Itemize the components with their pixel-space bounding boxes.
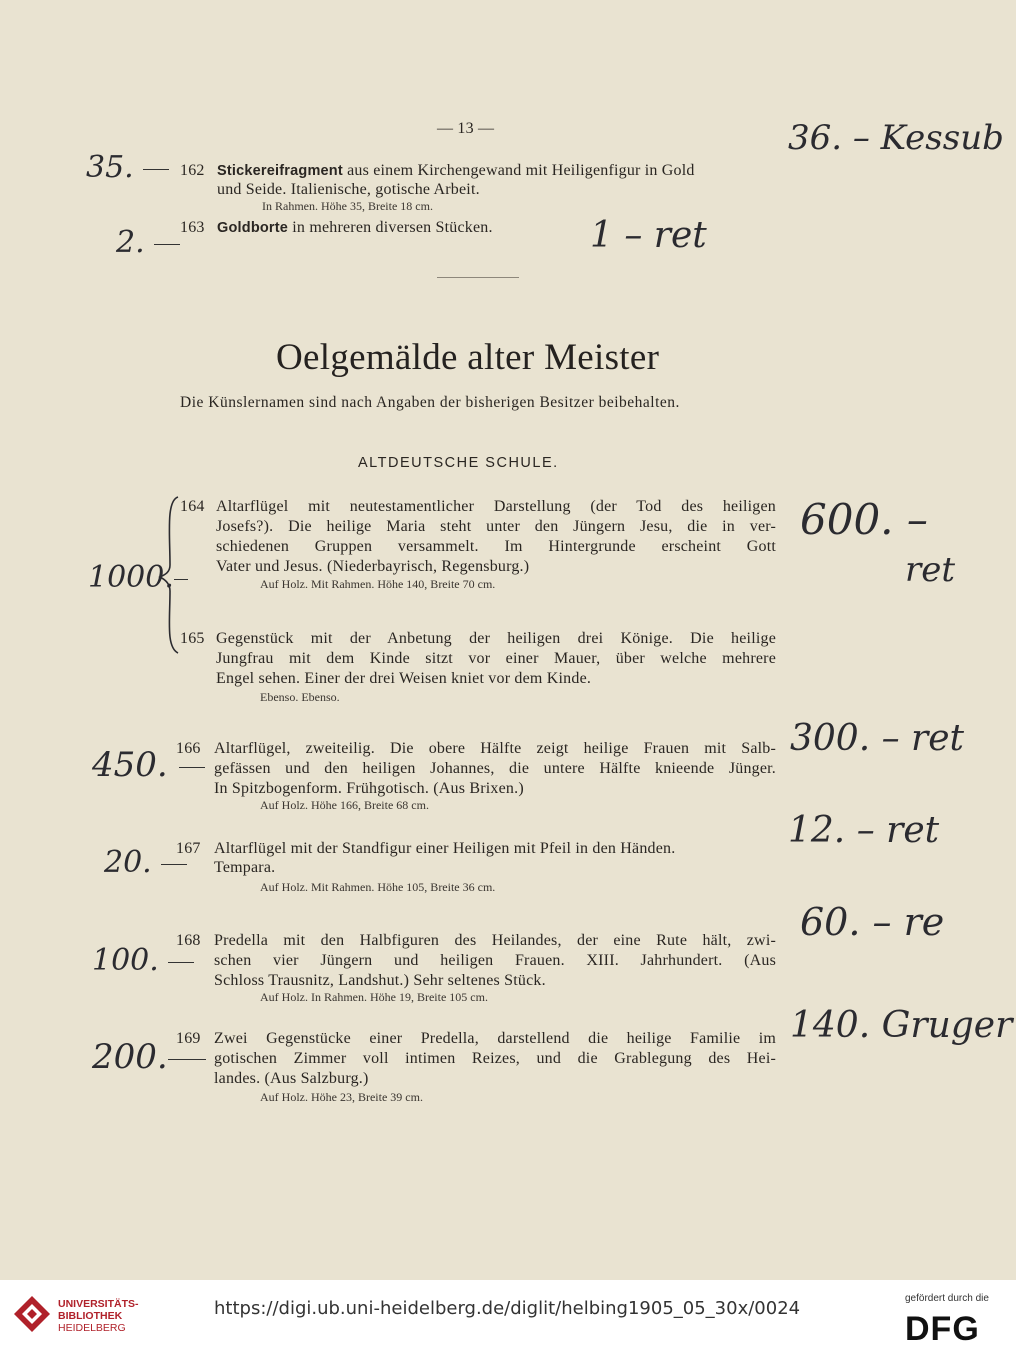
lot-number-167: 167 — [176, 840, 201, 857]
lot-165-line-3: Engel sehen. Einer der drei Weisen kniet vor dem Kinde. — [216, 670, 592, 687]
lot-166-line-1: Altarflügel, zweiteilig. Die obere Hälfte zeigt heilige Frauen mit Salb- — [214, 740, 776, 757]
handwritten-estimate-164-165: 1000. — [88, 560, 188, 595]
lot-164-note: Auf Holz. Mit Rahmen. Höhe 140, Breite 70 cm. — [260, 577, 496, 591]
lot-166-note: Auf Holz. Höhe 166, Breite 68 cm. — [260, 798, 429, 812]
lot-164-line-4: Vater und Jesus. (Niederbayrisch, Regensburg.) — [216, 558, 530, 575]
lot-164-line-3: schiedenen Gruppen versammelt. Im Hintergrunde erscheint Gott — [216, 538, 776, 555]
section-heading: ALTDEUTSCHE SCHULE. — [358, 455, 559, 471]
lot-163-line-1: Goldborte in mehreren diversen Stücken. — [217, 219, 493, 236]
library-name — [58, 1298, 139, 1334]
lot-165-note: Ebenso. Ebenso. — [260, 690, 340, 704]
handwritten-estimate-169: 200. — [92, 1037, 206, 1077]
lot-162-note: In Rahmen. Höhe 35, Breite 18 cm. — [262, 199, 433, 213]
lot-number-162: 162 — [180, 162, 205, 179]
handwritten-result-166: 300. – ret — [790, 718, 965, 759]
funder-label: gefördert durch die — [905, 1293, 989, 1304]
lot-164-line-1: Altarflügel mit neutestamentlicher Darstellung (der Tod des heiligen — [216, 498, 776, 515]
handwritten-result-169: 140. Gruger — [790, 1005, 1013, 1046]
lot-168-line-2: schen vier Jüngern und heiligen Frauen. XIII. Jahrhundert. (Aus — [214, 952, 776, 969]
page-title: Oelgemälde alter Meister — [276, 337, 660, 378]
lot-169-line-3: landes. (Aus Salzburg.) — [214, 1070, 369, 1087]
handwritten-estimate-163: 2. — [116, 225, 180, 260]
lot-162-line-2: und Seide. Italienische, gotische Arbeit. — [217, 181, 480, 198]
lot-164-line-2: Josefs?). Die heilige Maria steht unter den Jüngern Jesu, die in ver- — [216, 518, 776, 535]
handwritten-estimate-166: 450. — [92, 745, 205, 785]
library-name-line-1: UNIVERSITÄTS- — [58, 1298, 139, 1310]
lot-169-line-1: Zwei Gegenstücke einer Predella, darstellend die heilige Familie im — [214, 1030, 776, 1047]
handwritten-result-164: 600. – — [800, 495, 928, 544]
lot-number-163: 163 — [180, 219, 205, 236]
dfg-logo: DFG — [905, 1310, 980, 1348]
lot-162-line-1: Stickereifragment aus einem Kirchengewand mit Heiligenfigur in Gold — [217, 162, 695, 179]
handwritten-result-167: 12. – ret — [788, 810, 940, 851]
lot-165-line-2: Jungfrau mit dem Kinde sitzt vor einer Mauer, über welche mehrere — [216, 650, 776, 667]
page-subtitle: Die Künslernamen sind nach Angaben der bisherigen Besitzer beibehalten. — [180, 394, 680, 411]
lot-167-line-2: Tempara. — [214, 859, 276, 876]
handwritten-result-168: 60. – re — [800, 900, 945, 944]
lot-169-note: Auf Holz. Höhe 23, Breite 39 cm. — [260, 1090, 423, 1104]
separator-rule — [437, 277, 519, 278]
lot-169-line-2: gotischen Zimmer voll intimen Reizes, und die Grablegung des Hei- — [214, 1050, 776, 1067]
lot-168-line-1: Predella mit den Halbfiguren des Heilandes, der eine Rute hält, zwi- — [214, 932, 776, 949]
lot-number-169: 169 — [176, 1030, 201, 1047]
lot-166-line-2: gefässen und den heiligen Johannes, die untere Hälfte knieende Jünger. — [214, 760, 776, 777]
lot-168-note: Auf Holz. In Rahmen. Höhe 19, Breite 105 cm. — [260, 990, 488, 1004]
lot-166-line-3: In Spitzbogenform. Frühgotisch. (Aus Brixen.) — [214, 780, 524, 797]
lot-168-line-3: Schloss Trausnitz, Landshut.) Sehr seltenes Stück. — [214, 972, 546, 989]
library-logo-icon — [12, 1294, 52, 1340]
permalink-url[interactable]: https://digi.ub.uni-heidelberg.de/diglit/helbing1905_05_30x/0024 — [214, 1298, 801, 1319]
lot-number-165: 165 — [180, 630, 205, 647]
handwritten-estimate-162: 35. — [86, 150, 169, 185]
lot-167-note: Auf Holz. Mit Rahmen. Höhe 105, Breite 36 cm. — [260, 880, 496, 894]
lot-number-168: 168 — [176, 932, 201, 949]
handwritten-result-163: 1 – ret — [590, 215, 707, 256]
lot-167-line-1: Altarflügel mit der Standfigur einer Heiligen mit Pfeil in den Händen. — [214, 840, 676, 857]
lot-165-line-1: Gegenstück mit der Anbetung der heiligen drei Könige. Die heilige — [216, 630, 776, 647]
handwritten-estimate-167: 20. — [104, 845, 187, 880]
handwritten-result-162: 36. – Kessub — [788, 118, 1004, 158]
library-name-line-2: BIBLIOTHEK — [58, 1310, 123, 1322]
lot-number-164: 164 — [180, 498, 205, 515]
handwritten-estimate-168: 100. — [92, 943, 194, 978]
handwritten-result-164-note: ret — [905, 550, 956, 590]
lot-number-166: 166 — [176, 740, 201, 757]
page-number: — 13 — — [437, 120, 495, 137]
library-name-line-3: HEIDELBERG — [58, 1322, 126, 1334]
